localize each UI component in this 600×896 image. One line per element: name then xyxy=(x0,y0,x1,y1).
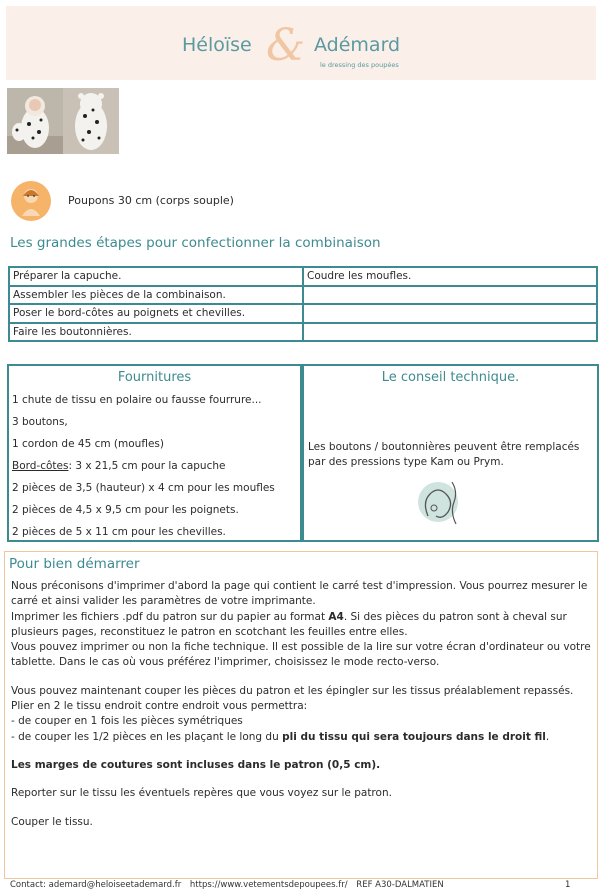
getting-started-title: Pour bien démarrer xyxy=(9,556,140,572)
step-cell: Poser le bord-côtes au poignets et chevilles. xyxy=(9,304,303,323)
header-banner xyxy=(6,6,596,80)
paragraph: Reporter sur le tissu les éventuels repères que vous voyez sur le patron. xyxy=(11,787,392,800)
paragraph-emphasis: Les marges de coutures sont incluses dans le patron (0,5 cm). xyxy=(11,758,381,771)
brand-ampersand: & xyxy=(266,20,306,71)
step-cell xyxy=(303,304,597,323)
brand-name-left: Héloïse xyxy=(182,34,252,56)
supply-item: 2 pièces de 4,5 x 9,5 cm pour les poignets. xyxy=(12,504,239,516)
brand-tagline: le dressing des poupées xyxy=(320,61,399,69)
supply-item: 3 boutons, xyxy=(12,416,68,428)
step-cell: Assembler les pièces de la combinaison. xyxy=(9,286,303,305)
supply-item-label: Bord-côtes xyxy=(12,460,69,472)
paragraph-emphasis: pli du tissu qui sera toujours dans le droit fil xyxy=(282,730,546,743)
advice-box xyxy=(302,364,599,542)
paragraph: Nous préconisons d'imprimer d'abord la page qui contient le carré test d'impression. Vous pourrez mesurer le carré et ainsi valider les paramètres de votre imprimante. xyxy=(11,580,588,608)
paragraph: - de couper en 1 fois les pièces symétriques xyxy=(11,715,243,728)
supply-item-text: : 3 x 21,5 cm pour la capuche xyxy=(68,460,226,472)
brand-name-right: Adémard xyxy=(314,34,401,56)
doll-icon xyxy=(10,180,52,222)
step-cell: Préparer la capuche. xyxy=(9,267,303,286)
paragraph-text: Imprimer les fichiers .pdf du patron sur du papier au format xyxy=(11,610,329,623)
getting-started-body xyxy=(11,579,591,830)
paragraph: Vous pouvez imprimer ou non la fiche technique. Il est possible de la lire sur votre écran d'ordinateur ou votre tablette. Dans le cas où vous préférez l'imprimer, choisissez le mode recto-verso. xyxy=(11,641,591,669)
step-cell: Faire les boutonnières. xyxy=(9,323,303,342)
advice-title: Le conseil technique. xyxy=(381,370,520,385)
contact-email[interactable]: Contact: ademard@heloiseetademard.fr xyxy=(10,880,182,890)
product-photo-2 xyxy=(63,88,119,154)
paper-format: A4 xyxy=(328,610,344,623)
supply-item: 1 cordon de 45 cm (moufles) xyxy=(12,438,164,450)
paragraph: Couper le tissu. xyxy=(11,815,93,828)
step-cell: Coudre les moufles. xyxy=(303,267,597,286)
supplies-box xyxy=(7,364,302,542)
reference-code: REF A30-DALMATIEN xyxy=(356,880,444,890)
table-row xyxy=(9,304,597,323)
getting-started-box xyxy=(4,551,598,879)
table-row xyxy=(9,267,597,286)
supply-item: 2 pièces de 5 x 11 cm pour les chevilles. xyxy=(12,526,226,538)
paragraph xyxy=(11,730,591,745)
paragraph-text: . Si des pièces du patron sont à cheval sur plusieurs pages, reconstituez le patron en scotchant les feuilles entre elles. xyxy=(11,610,567,638)
page-number: 1 xyxy=(565,880,571,890)
supply-item: 1 chute de tissu en polaire ou fausse fourrure... xyxy=(12,394,262,406)
steps-title: Les grandes étapes pour confectionner la combinaison xyxy=(10,235,381,251)
paragraph: Vous pouvez maintenant couper les pièces du patron et les épingler sur les tissus préalablement repassés. xyxy=(11,684,574,697)
supply-item: 2 pièces de 3,5 (hauteur) x 4 cm pour les moufles xyxy=(12,482,275,494)
steps-table xyxy=(8,266,598,342)
table-row xyxy=(9,323,597,342)
supplies-title: Fournitures xyxy=(117,370,192,385)
paragraph: Plier en 2 le tissu endroit contre endroit vous permettra: xyxy=(11,700,308,713)
advice-text: Les boutons / boutonnières peuvent être remplacés par des pressions type Kam ou Prym. xyxy=(308,441,580,468)
paragraph-text: . xyxy=(545,730,550,743)
website-link[interactable]: https://www.vetementsdepoupees.fr/ xyxy=(189,880,348,890)
paragraph xyxy=(11,610,591,641)
doll-size-label: Poupons 30 cm (corps souple) xyxy=(68,194,234,207)
footer xyxy=(10,880,450,890)
product-photo-1 xyxy=(7,88,63,154)
step-cell xyxy=(303,323,597,342)
supply-item xyxy=(12,460,225,472)
table-row xyxy=(9,286,597,305)
paragraph-text: - de couper les 1/2 pièces en les plaçant le long du xyxy=(11,730,283,743)
step-cell xyxy=(303,286,597,305)
brand-logo xyxy=(182,20,442,74)
thread-hand-icon xyxy=(408,472,472,532)
